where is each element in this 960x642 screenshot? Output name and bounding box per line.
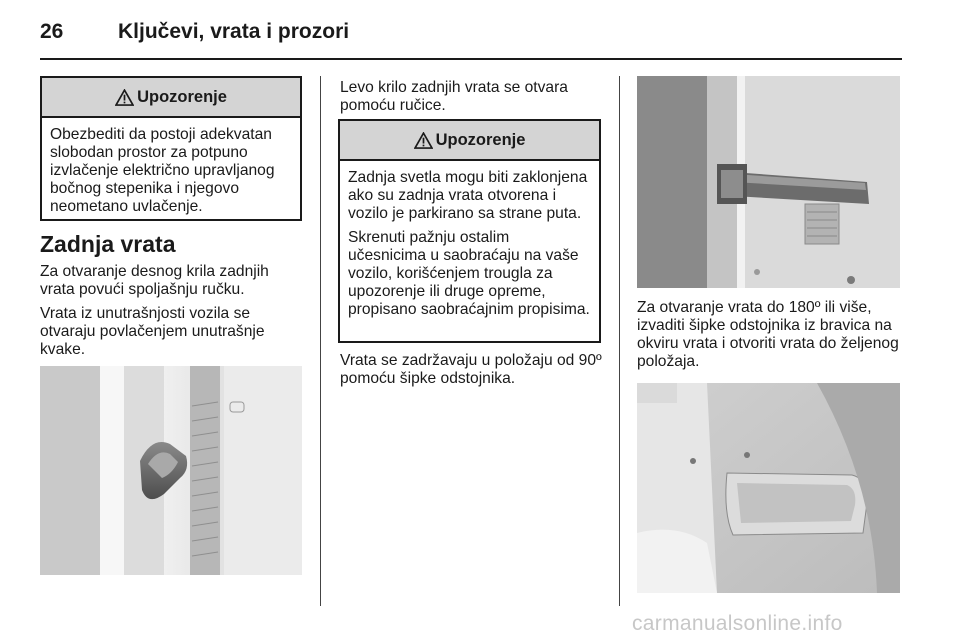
warning-heading: Upozorenje: [435, 130, 526, 149]
column-divider-right: [619, 76, 620, 606]
warning-text-triangle: Skrenuti pažnju ostalim učesnicima u saobraćaju na vaše vozilo, korišćenjem trougla za upozorenje ili druge opreme, propisano saobraćajnim propisima.: [348, 229, 590, 318]
warning-triangle-icon: [414, 132, 433, 149]
middle-outro: [340, 352, 602, 394]
warning-box-taillights: [338, 119, 601, 343]
warning-box-step: [40, 76, 302, 221]
page-header: [40, 16, 902, 50]
warning-header: [340, 121, 599, 161]
warning-body: [340, 161, 599, 319]
paragraph-door-90: Vrata se zadržavaju u položaju od 90º pomoću šipke odstojnika.: [340, 352, 602, 387]
page-title: Ključevi, vrata i prozori: [118, 20, 350, 43]
page-number: 26: [40, 20, 64, 43]
paragraph-left-wing-lever: Levo krilo zadnjih vrata se otvara pomoću ručice.: [340, 79, 568, 114]
warning-body: [42, 118, 300, 216]
column-divider-left: [320, 76, 321, 606]
middle-intro: [340, 79, 602, 121]
photo-inner-door-handle: [40, 366, 302, 575]
paragraph-inside-handle: Vrata iz unutrašnjosti vozila se otvaraju povlačenjem unutrašnje kvake.: [40, 305, 265, 358]
warning-heading: Upozorenje: [137, 87, 227, 106]
watermark: carmanualsonline.info: [632, 612, 843, 635]
right-text: [637, 299, 903, 377]
warning-triangle-icon: [115, 89, 134, 106]
paragraph-door-180: Za otvaranje vrata do 180º ili više, izvaditi šipke odstojnika iz bravica na okviru vrata i otvoriti vrata do željenog položaja.: [637, 299, 899, 370]
warning-text: Obezbediti da postoji adekvatan slobodan prostor za potpuno izvlačenje električno upravljanog bočnog stepenika i njegovo neometano uvlačenje.: [50, 126, 275, 215]
section-text: [40, 263, 302, 365]
photo-rear-door-open: [637, 383, 900, 593]
warning-header: [42, 78, 300, 118]
photo-door-check-strap: [637, 76, 900, 288]
warning-text-taillights: Zadnja svetla mogu biti zaklonjena ako su zadnja vrata otvorena i vozilo je parkirano sa strane puta.: [348, 169, 588, 222]
paragraph-outside-handle: Za otvaranje desnog krila zadnjih vrata povući spoljašnju ručku.: [40, 263, 269, 298]
section-heading: Zadnja vrata: [40, 231, 176, 257]
header-rule: [40, 58, 902, 60]
